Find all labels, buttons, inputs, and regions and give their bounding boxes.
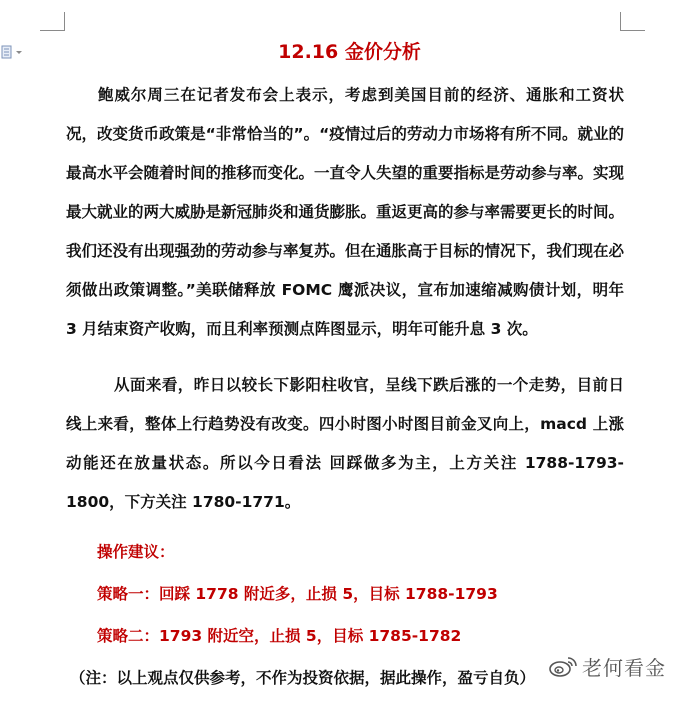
disclaimer-note: （注：以上观点仅供参考，不作为投资依据，据此操作，盈亏自负） xyxy=(70,669,536,687)
paragraph-technical-analysis: 从面来看，昨日以较长下影阳柱收官，呈线下跌后涨的一个走势，目前日线上来看，整体上行趋势没有改变。四小时图小时图目前金叉向上，macd 上涨动能还在放量状态。所以今日看法 回踩做多为主，上方关注 1788-1793-1800，下方关注 1780-1771。 xyxy=(66,376,624,511)
crop-mark-top-right xyxy=(620,12,645,31)
watermark xyxy=(548,650,666,682)
paragraph-fed-commentary: 鲍威尔周三在记者发布会上表示，考虑到美国目前的经济、通胀和工资状况，改变货币政策是“非常恰当的”。“疫情过后的劳动力市场将有所不同。就业的最高水平会随着时间的推移而变化。一直令人失望的重要指标是劳动参与率。实现最大就业的两大威胁是新冠肺炎和通货膨胀。重返更高的参与率需要更长的时间。我们还没有出现强劲的劳动参与率复苏。但在通胀高于目标的情况下，我们现在必须做出政策调整。”美联储释放 FOMC 鹰派决议，宣布加速缩减购债计划，明年 3 月结束资产收购，而且利率预测点阵图显示，明年可能升息 3 次。 xyxy=(66,86,625,338)
weibo-icon xyxy=(548,654,578,678)
operation-heading: 操作建议： xyxy=(97,543,175,561)
page-title: 12.16 金价分析 xyxy=(278,41,421,63)
strategy-two: 策略二：1793 附近空，止损 5，目标 1785-1782 xyxy=(97,627,462,645)
strategy-one: 策略一：回踩 1778 附近多，止损 5，目标 1788-1793 xyxy=(97,585,498,603)
crop-mark-top-left xyxy=(40,12,65,31)
watermark-text: 老何看金 xyxy=(582,655,666,680)
